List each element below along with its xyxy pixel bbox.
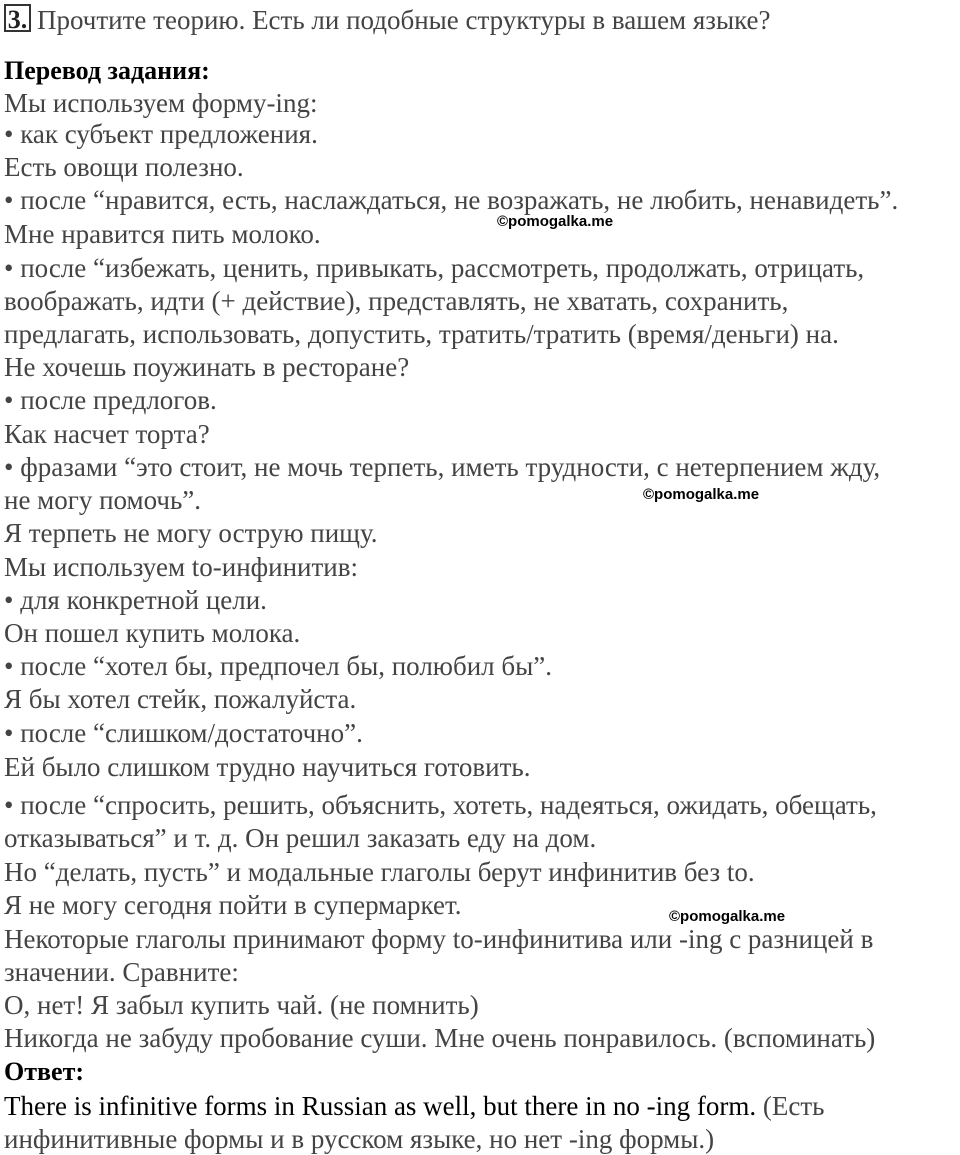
watermark: ©pomogalka.me — [497, 213, 614, 230]
task-header — [4, 4, 771, 36]
text-line: • после предлогов. — [4, 385, 217, 415]
text-line: • после “хотел бы, предпочел бы, полюбил бы”. — [4, 651, 552, 681]
text-line: • после “слишком/достаточно”. — [4, 718, 363, 748]
text-line: Я бы хотел стейк, пожалуйста. — [4, 684, 357, 714]
text-line: Никогда не забуду пробование суши. Мне очень понравилось. (вспоминать) — [4, 1023, 876, 1053]
text-line: Есть овощи полезно. — [4, 152, 244, 182]
text-line: не могу помочь”. — [4, 485, 202, 515]
text-line: отказываться” и т. д. Он решил заказать еду на дом. — [4, 823, 597, 853]
answer-text: There is infinitive forms in Russian as well, but there in no -ing form. — [4, 1091, 757, 1121]
text-line: Но “делать, пусть” и модальные глаголы берут инфинитив без to. — [4, 857, 755, 887]
translation-heading: Перевод задания: — [4, 56, 210, 85]
text-line: Как насчет торта? — [4, 419, 210, 449]
text-line: значении. Сравните: — [4, 957, 239, 987]
text-line: воображать, идти (+ действие), представлять, не хватать, сохранить, — [4, 286, 789, 316]
text-line: Мне нравится пить молоко. — [4, 219, 321, 249]
text-line: • после “избежать, ценить, привыкать, рассмотреть, продолжать, отрицать, — [4, 253, 865, 283]
text-line: • для конкретной цели. — [4, 585, 267, 615]
text-line: Мы используем to-инфинитив: — [4, 552, 359, 582]
watermark: ©pomogalka.me — [669, 908, 786, 925]
answer-translation-start: (Есть — [762, 1091, 825, 1121]
text-line: Ей было слишком трудно научиться готовить. — [4, 752, 531, 782]
watermark: ©pomogalka.me — [643, 486, 760, 503]
answer-heading: Ответ: — [4, 1057, 85, 1086]
text-line: Некоторые глаголы принимают форму to-инфинитива или -ing с разницей в — [4, 924, 874, 954]
text-line: • после “спросить, решить, объяснить, хотеть, надеяться, ожидать, обещать, — [4, 790, 877, 820]
text-line: Я терпеть не могу острую пищу. — [4, 518, 378, 548]
text-line: Я не могу сегодня пойти в супермаркет. — [4, 890, 462, 920]
answer-translation: инфинитивные формы и в русском языке, но нет -ing формы.) — [4, 1124, 715, 1154]
text-line: • как субъект предложения. — [4, 119, 318, 149]
task-number: 3. — [4, 4, 31, 32]
text-line: Не хочешь поужинать в ресторане? — [4, 352, 410, 382]
answer-line-1 — [4, 1090, 824, 1122]
text-line: • фразами “это стоит, не мочь терпеть, иметь трудности, с нетерпением жду, — [4, 452, 881, 482]
text-line: • после “нравится, есть, наслаждаться, не возражать, не любить, ненавидеть”. — [4, 185, 899, 215]
text-line: Мы используем форму-ing: — [4, 88, 318, 118]
text-line: О, нет! Я забыл купить чай. (не помнить) — [4, 990, 479, 1020]
text-line: предлагать, использовать, допустить, тратить/тратить (время/деньги) на. — [4, 319, 839, 349]
text-line: Он пошел купить молока. — [4, 618, 301, 648]
task-instruction: Прочтите теорию. Есть ли подобные структуры в вашем языке? — [37, 5, 771, 35]
